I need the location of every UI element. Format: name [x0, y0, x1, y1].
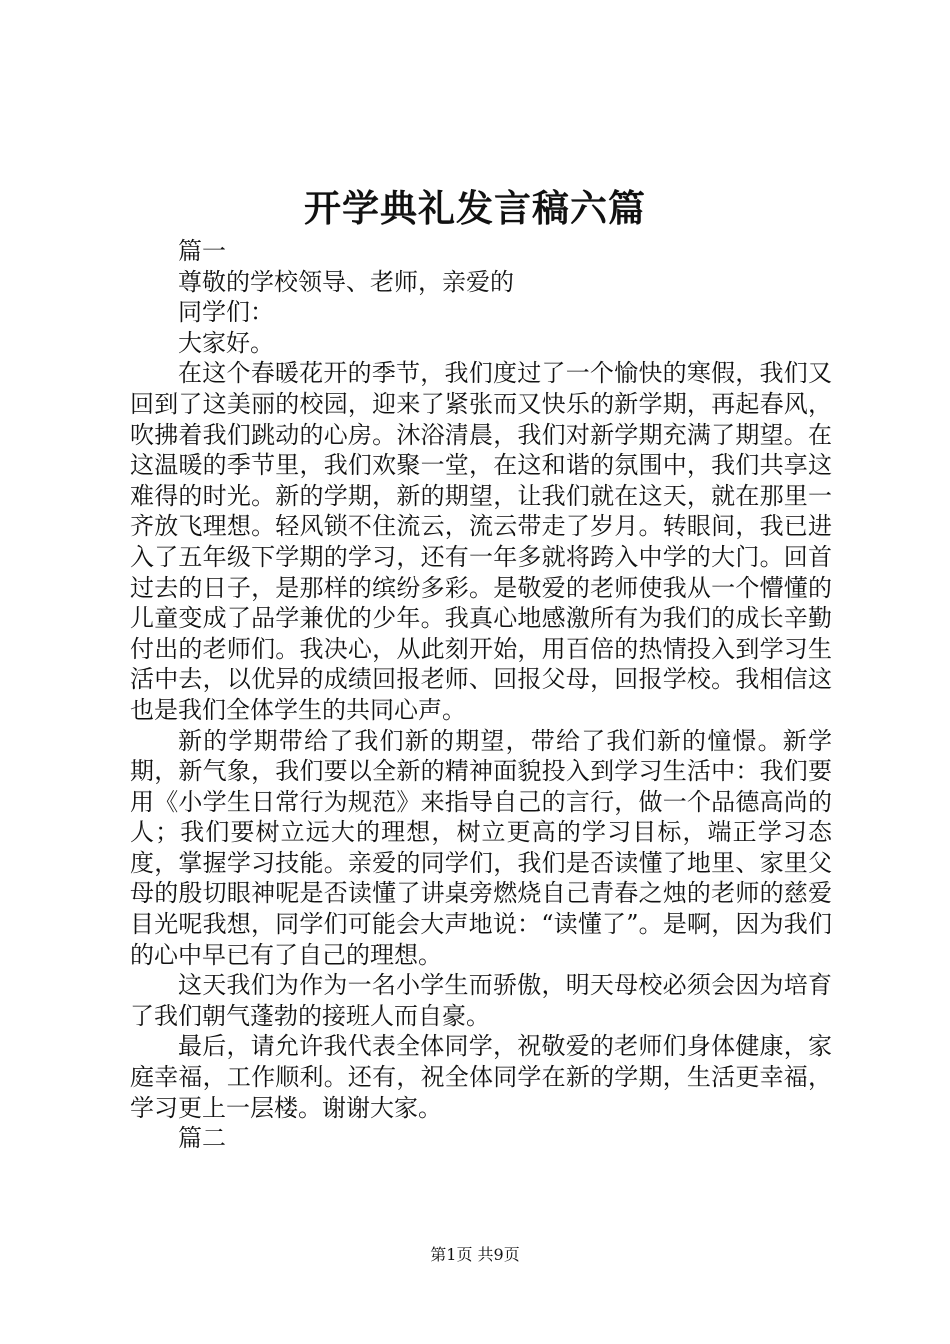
- body-paragraph: 这天我们为作为一名小学生而骄傲，明天母校必须会因为培育了我们朝气蓬勃的接班人而自豪。: [130, 971, 832, 1030]
- page-number-footer: 第1页 共9页: [430, 1245, 520, 1264]
- greeting-line: 大家好。: [178, 328, 274, 357]
- document-title: 开学典礼发言稿六篇: [304, 186, 646, 230]
- document-body: [130, 236, 832, 1154]
- body-paragraph: 在这个春暖花开的季节，我们度过了一个愉快的寒假，我们又回到了这美丽的校园，迎来了紧张而又快乐的新学期，再起春风，吹拂着我们跳动的心房。沐浴清晨，我们对新学期充满了期望。在这温暖的季节里，我们欢聚一堂，在这和谐的氛围中，我们共享这难得的时光。新的学期，新的期望，让我们就在这天，就在那里一齐放飞理想。轻风锁不住流云，流云带走了岁月。转眼间，我已进入了五年级下学期的学习，还有一年多就将跨入中学的大门。回首过去的日子，是那样的缤纷多彩。是敬爱的老师使我从一个懵懂的儿童变成了品学兼优的少年。我真心地感激所有为我们的成长辛勤付出的老师们。我决心，从此刻开始，用百倍的热情投入到学习生活中去，以优异的成绩回报老师、回报父母，回报学校。我相信这也是我们全体学生的共同心声。: [130, 359, 832, 724]
- salutation-line: 尊敬的学校领导、老师，亲爱的: [178, 267, 514, 296]
- section-heading: 篇二: [178, 1124, 226, 1153]
- salutation-line: 同学们：: [178, 298, 274, 327]
- body-paragraph: 新的学期带给了我们新的期望，带给了我们新的憧憬。新学期，新气象，我们要以全新的精神面貌投入到学习生活中：我们要用《小学生日常行为规范》来指导自己的言行，做一个品德高尚的人；我们要树立远大的理想，树立更高的学习目标，端正学习态度，掌握学习技能。亲爱的同学们，我们是否读懂了地里、家里父母的殷切眼神呢是否读懂了讲桌旁燃烧自己青春之烛的老师的慈爱目光呢我想，同学们可能会大声地说：“读懂了”。是啊，因为我们的心中早已有了自己的理想。: [130, 726, 832, 969]
- section-heading: 篇一: [178, 237, 226, 265]
- body-paragraph: 最后，请允许我代表全体同学，祝敬爱的老师们身体健康，家庭幸福，工作顺利。还有，祝全体同学在新的学期，生活更幸福，学习更上一层楼。谢谢大家。: [130, 1032, 832, 1122]
